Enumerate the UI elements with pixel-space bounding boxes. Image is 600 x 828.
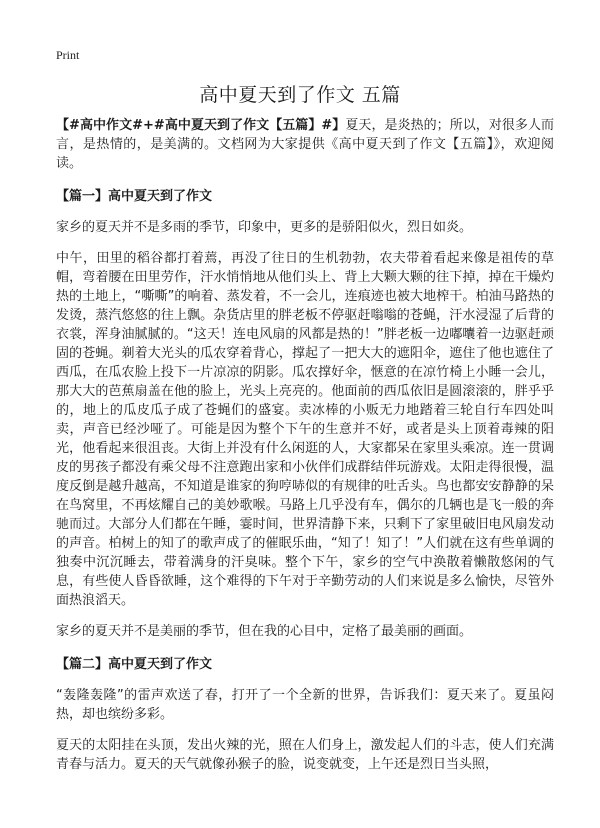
- section-2-paragraph-2: 夏天的太阳挂在头顶，发出火辣的光，照在人们身上，激发起人们的斗志，使人们充满青春与活力。夏天的天气就像孙猴子的脸，说变就变，上午还是烈日当头照，: [56, 738, 554, 772]
- section-2-paragraph-1: “轰隆轰隆”的雷声欢送了春，打开了一个全新的世界，告诉我们：夏天来了。夏虽闷热，却也缤纷多彩。: [56, 688, 554, 722]
- section-heading-2: 【篇二】高中夏天到了作文: [56, 657, 213, 672]
- page-title: 高中夏天到了作文 五篇: [199, 84, 401, 106]
- intro-tag: 【#高中作文#+#高中夏天到了作文【五篇】#】: [56, 118, 346, 133]
- intro-paragraph: [56, 116, 554, 173]
- intro-text: 夏天，是炎热的；所以，对很多人而言，是热情的，是美满的。文档网为大家提供《高中夏天到了作文【五篇】》，欢迎阅读。: [56, 118, 554, 171]
- article-body: [56, 116, 554, 774]
- section-1-paragraph-2: 中午，田里的稻谷都打着蔫，再没了往日的生机勃勃，农夫带着看起来像是祖传的草帽，弯着腰在田里劳作，汗水悄悄地从他们头上、背上大颗大颗的往下掉，掉在干燥灼热的土地上，“嘶嘶”的响着、蒸发着，不一会儿，连痕迹也被大地榨干。柏油马路热的发烫，蒸汽悠悠的往上飘。杂货店里的胖老板不停驱赶嗡嗡的苍蝇，汗水浸湿了后背的衣裳，浑身油腻腻的。“这天！连电风扇的风都是热的！”胖老板一边嘟囔着一边驱赶顽固的苍蝇。剃着大光头的瓜农穿着背心，撑起了一把大大的遮阳伞，遮住了他也遮住了西瓜，在瓜农脸上投下一片凉凉的阴影。瓜农撑好伞，惬意的在凉竹椅上小睡一会儿，那大大的芭蕉扇盖在他的脸上，光头上亮亮的。他面前的西瓜依旧是圆滚滚的，胖乎乎的，地上的瓜皮瓜子成了苍蝇们的盛宴。卖冰棒的小贩无力地踏着三轮自行车四处叫卖，声音已经沙哑了。可能是因为整个下午的生意并不好，或者是头上顶着毒辣的阳光，他看起来很沮丧。大街上并没有什么闲逛的人，大家都呆在家里头乘凉。连一贯调皮的男孩子都没有乘父母不注意跑出家和小伙伴们成群结伴玩游戏。太阳走得很慢，温度反倒是越升越高，不知道是谁家的狗哼哧似的有规律的吐舌头。鸟也都安安静静的呆在鸟窝里，不再炫耀自己的美妙歌喉。马路上几乎没有车，偶尔的几辆也是飞一般的奔驰而过。大部分人们都在午睡，霎时间，世界清静下来，只剩下了家里破旧电风扇发动的声音。柏树上的知了的歌声成了的催眠乐曲，“知了！知了！”人们就在这有些单调的独奏中沉沉睡去，带着满身的汗臭味。整个下午，家乡的空气中涣散着懒散悠闲的气息，有些使人昏昏欲睡，这个难得的下午对于辛勤劳动的人们来说是多么愉快，尽管外面热浪滔天。: [56, 251, 554, 608]
- section-1-paragraph-3: 家乡的夏天并不是美丽的季节，但在我的心目中，定格了最美丽的画面。: [56, 624, 473, 639]
- section-1-paragraph-1: 家乡的夏天并不是多雨的季节，印象中，更多的是骄阳似火，烈日如炎。: [56, 220, 473, 235]
- section-heading-1: 【篇一】高中夏天到了作文: [56, 189, 213, 204]
- print-link[interactable]: Print: [56, 48, 80, 62]
